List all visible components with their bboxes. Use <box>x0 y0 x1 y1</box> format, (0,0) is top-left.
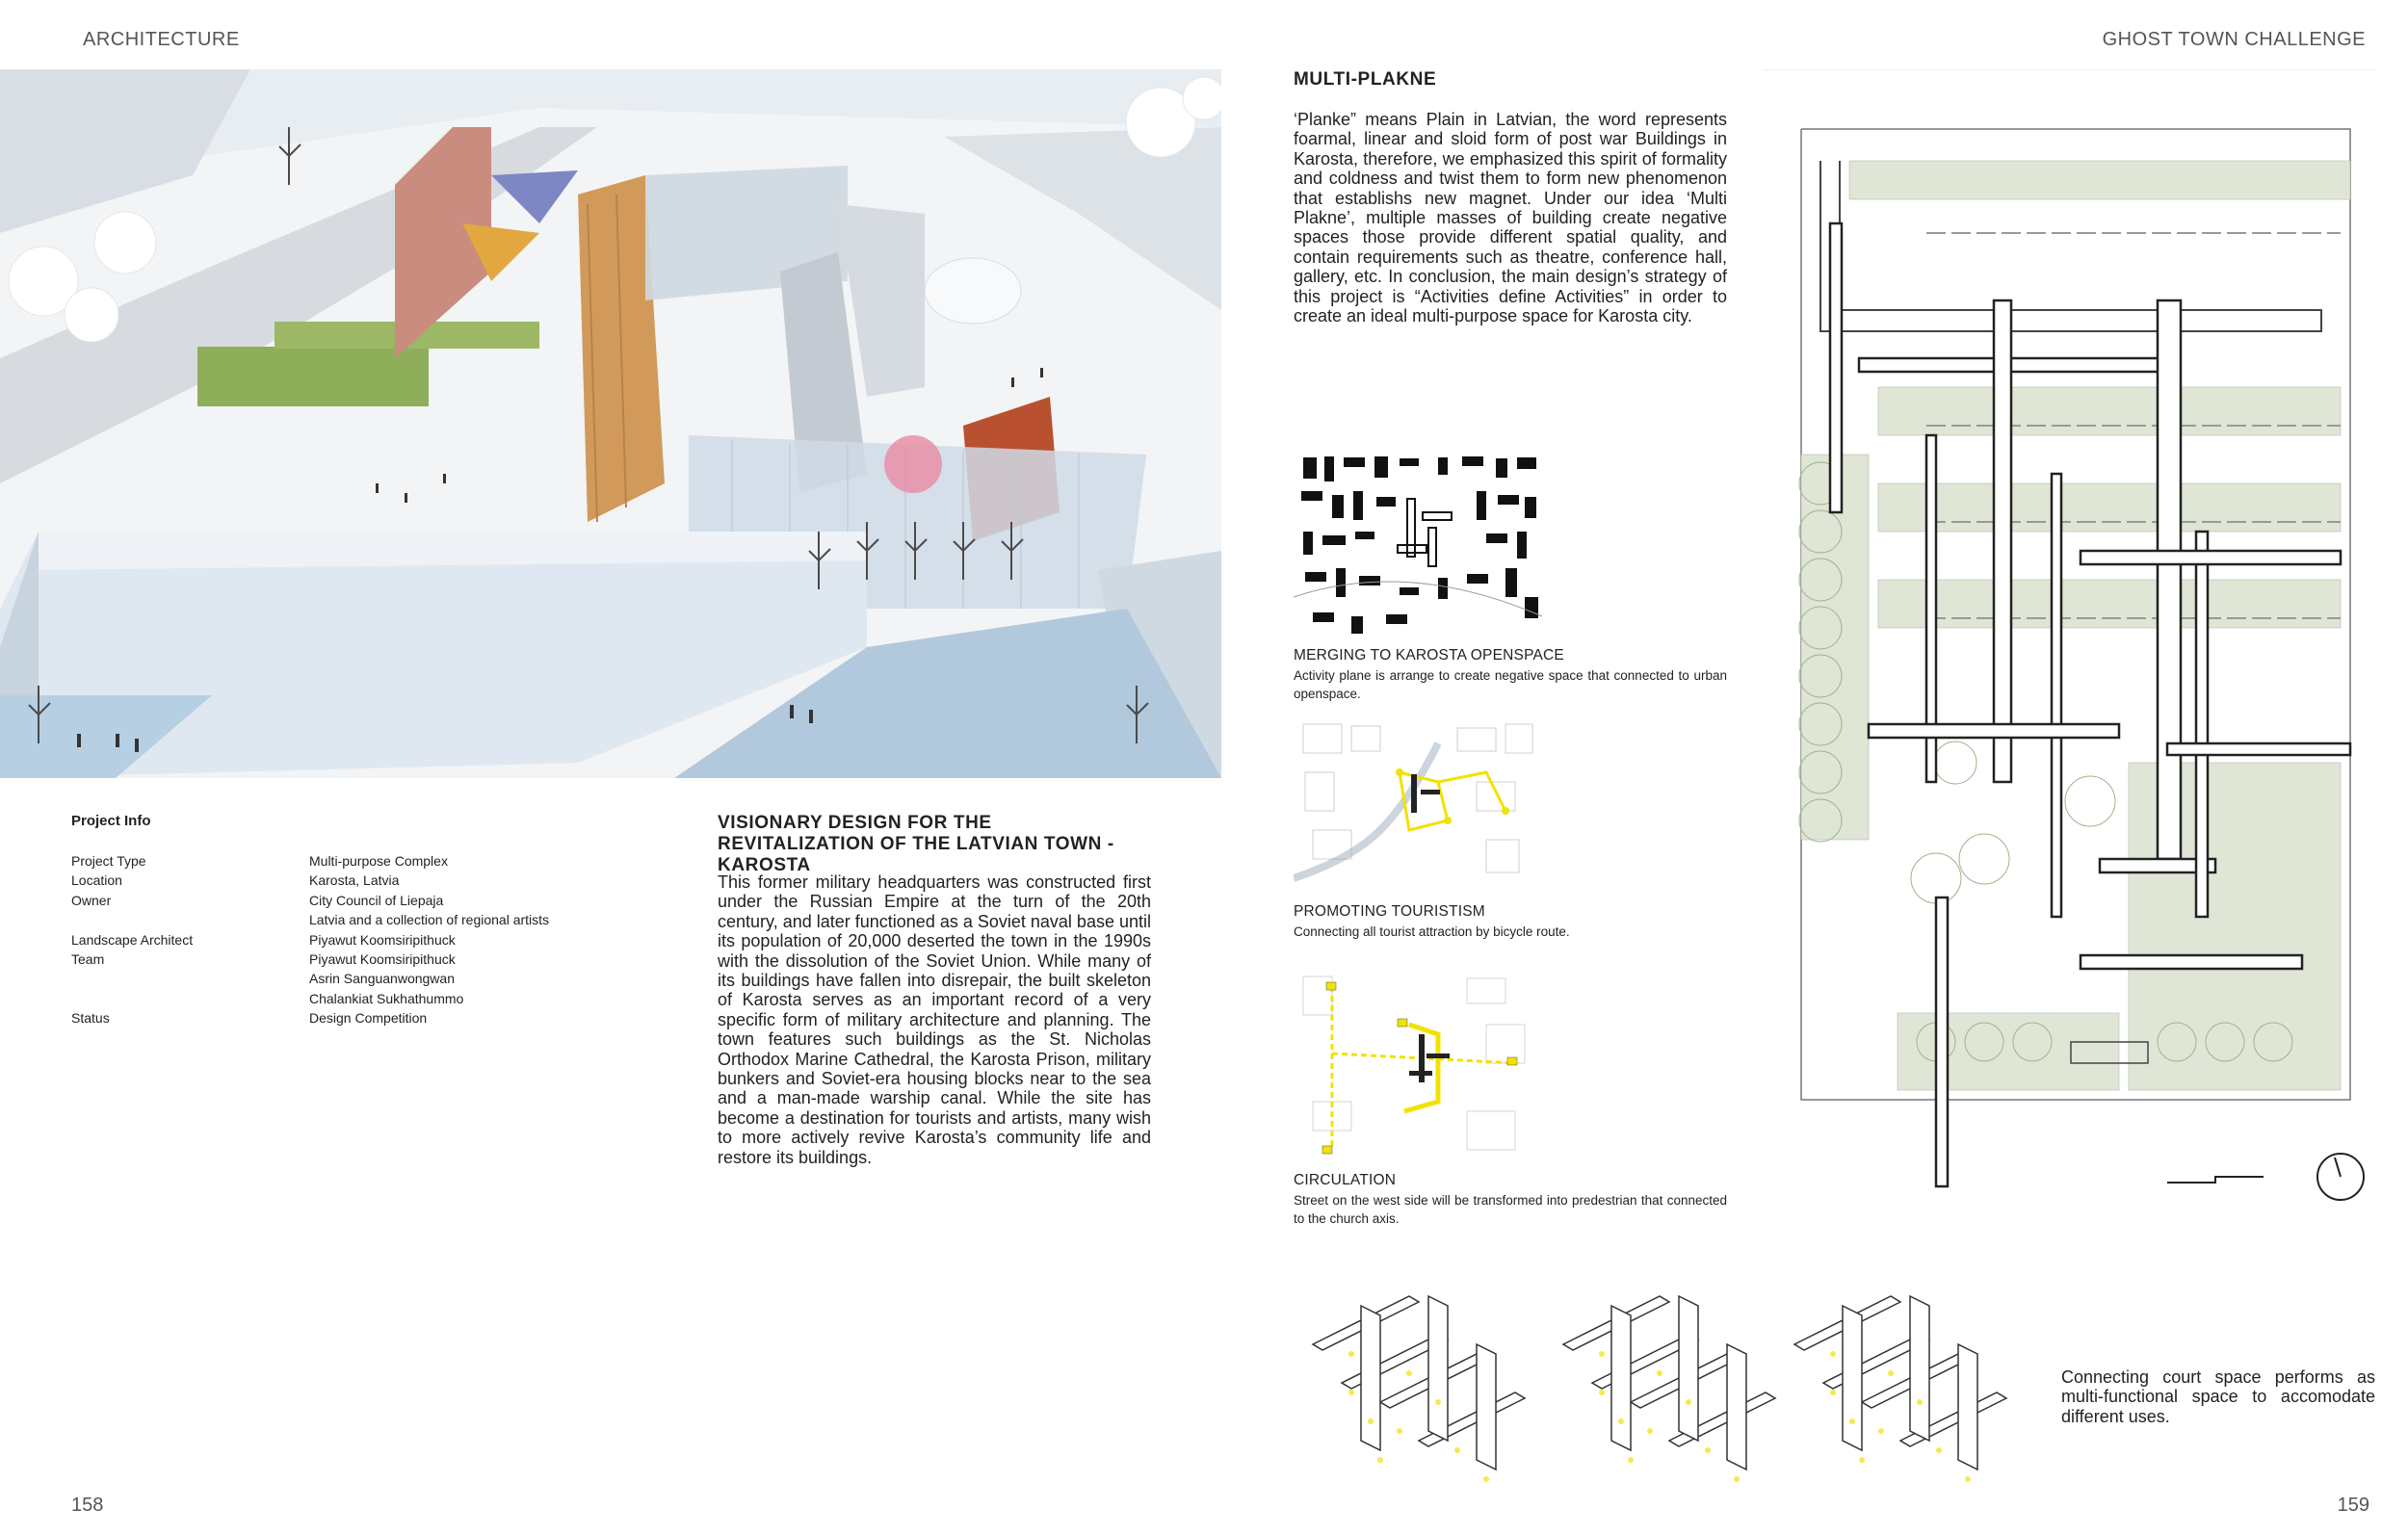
running-head-left: ARCHITECTURE <box>83 29 240 50</box>
article-title: VISIONARY DESIGN FOR THE REVITALIZATION OF THE LATVIAN TOWN - KAROSTA <box>718 813 1114 875</box>
info-value: Karosta, Latvia <box>309 872 400 889</box>
info-value: Asrin Sanguanwongwan <box>309 971 455 987</box>
info-value: Piyawut Koomsiripithuck <box>309 931 456 948</box>
diagram-1-caption: Activity plane is arrange to create negative space that connected to urban openspace. <box>1294 668 1727 701</box>
diagram-2-title: PROMOTING TOURISTISM <box>1294 903 1485 920</box>
axonometric-caption: Connecting court space performs as multi-functional space to accomodate different uses. <box>2061 1367 2375 1426</box>
diagram-3-caption: Street on the west side will be transformed into predestrian that connected to the church axis. <box>1294 1193 1727 1226</box>
info-row-status <box>71 1008 649 1028</box>
info-row-landscape-architect <box>71 930 649 950</box>
running-head-right: GHOST TOWN CHALLENGE <box>2102 29 2366 50</box>
info-key: Landscape Architect <box>71 931 194 948</box>
project-info-table <box>71 851 649 1028</box>
info-key: Location <box>71 872 122 889</box>
info-key: Team <box>71 951 105 968</box>
info-value: City Council of Liepaja <box>309 892 444 908</box>
info-value: Piyawut Koomsiripithuck <box>309 951 456 968</box>
diagram-1-title: MERGING TO KAROSTA OPENSPACE <box>1294 647 1564 663</box>
info-row-team <box>71 950 649 1008</box>
info-row-location <box>71 871 649 890</box>
info-value: Multi-purpose Complex <box>309 853 448 869</box>
page-number-left: 158 <box>71 1495 104 1516</box>
page-number-right: 159 <box>2337 1495 2369 1516</box>
info-key: Project Type <box>71 853 146 869</box>
site-plan-drawing <box>1763 69 2375 1206</box>
multi-plakne-title: MULTI-PLAKNE <box>1294 69 1437 90</box>
multi-plakne-body: ‘Planke” means Plain in Latvian, the word represents foarmal, linear and sloid form of post war Buildings in Karosta, therefore, we emphasized this spirit of formality and coldness and twist them to form new phenomenon that establishs new magnet. Under our idea ‘Multi Plakne’, multiple masses of building create negative spaces those provide different spatial quality, and contain requirements such as theatre, conference hall, gallery, etc. In conclusion, the main design’s strategy of this project is “Activities define Activities” in order to create an ideal multi-purpose space for Karosta city. <box>1294 110 1727 326</box>
info-value: Design Competition <box>309 1010 428 1027</box>
project-info-title: Project Info <box>71 813 151 829</box>
hero-aerial-rendering <box>0 69 1221 778</box>
diagram-circulation <box>1294 967 1542 1167</box>
info-value: Chalankiat Sukhathummo <box>309 990 464 1006</box>
info-row-project-type <box>71 851 649 871</box>
article-body: This former military headquarters was constructed first under the Russian Empire at the turn of the 20th century, and later functioned as a Soviet naval base until its population of 20,000 deserted the town in the 1990s with the dissolution of the Soviet Union. While many of its buildings have fallen into disrepair, the built skeleton of Karosta serves as an important record of a very specific form of military architecture and planning. The town features such buildings as the St. Nicholas Orthodox Marine Cathedral, the Karosta Prison, military bunkers and Soviet-era housing blocks near to the sea and a man-made warship canal. While the site has become a destination for tourists and artists, many wish to more actively revive Karosta’s community life and restore its buildings. <box>718 872 1151 1167</box>
diagram-2-caption: Connecting all tourist attraction by bicycle route. <box>1294 924 1570 939</box>
info-value: Latvia and a collection of regional artists <box>309 912 550 928</box>
info-key: Owner <box>71 892 112 908</box>
diagram-3-title: CIRCULATION <box>1294 1172 1397 1188</box>
diagram-figure-ground <box>1294 453 1542 641</box>
info-key: Status <box>71 1010 110 1027</box>
axonometric-diagrams <box>1294 1258 2045 1489</box>
diagram-tourism-route <box>1294 715 1542 898</box>
info-row-owner <box>71 891 649 930</box>
